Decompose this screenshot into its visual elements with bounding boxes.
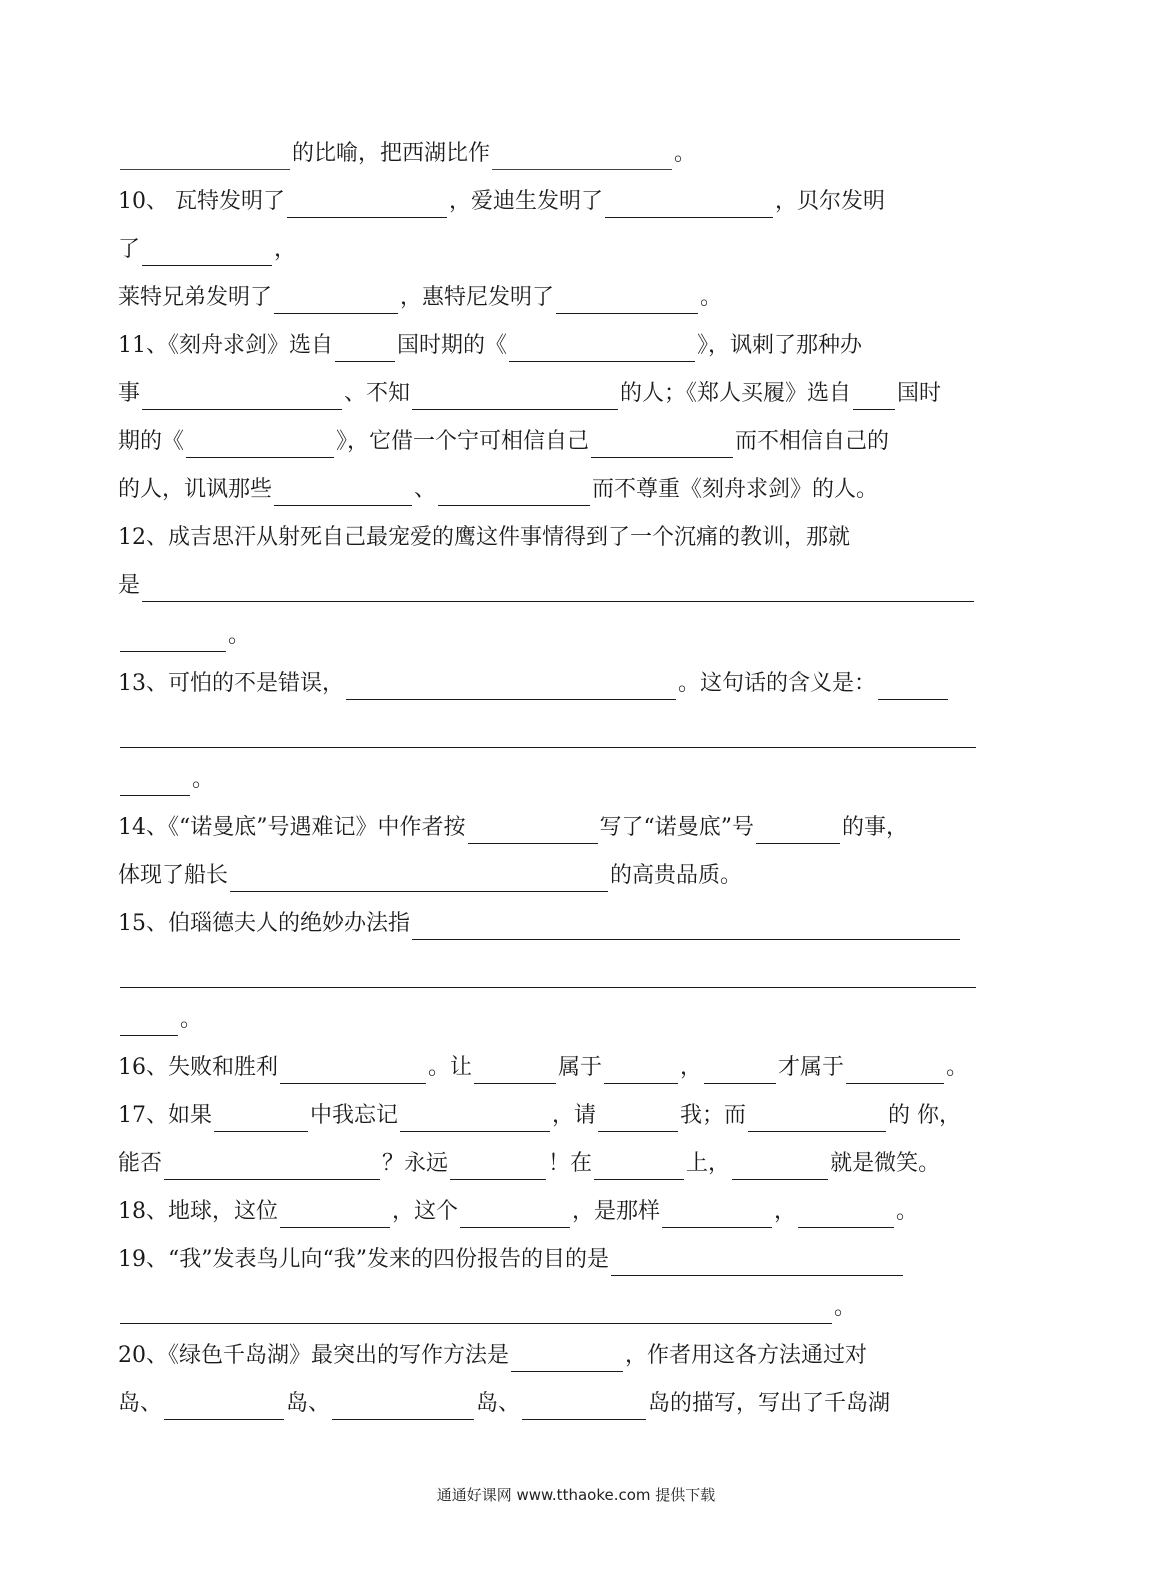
- fill-in-blank: [186, 433, 334, 458]
- fill-in-blank: [853, 385, 895, 410]
- fill-in-blank: [120, 771, 190, 796]
- line-text: 。: [228, 623, 251, 648]
- line-text: 岛、: [118, 1391, 163, 1416]
- line-text: 。: [834, 1295, 857, 1320]
- fill-in-blank: [164, 1395, 284, 1420]
- text-line: [118, 1340, 867, 1372]
- fill-in-blank: [274, 481, 412, 506]
- fill-in-blank: [522, 1395, 646, 1420]
- line-text: 而不相信自己的: [735, 429, 890, 454]
- line-text: 属于: [558, 1055, 603, 1080]
- fill-in-blank: [511, 1347, 623, 1372]
- line-text: 15、伯瑙德夫人的绝妙办法指: [118, 911, 410, 936]
- fill-in-blank: [460, 1203, 570, 1228]
- fill-in-blank: [120, 627, 226, 652]
- line-text: 岛的描写，写出了千岛湖: [648, 1391, 891, 1416]
- text-line: [118, 1388, 890, 1420]
- line-text: 体现了船长: [118, 863, 229, 888]
- line-text: ，: [774, 1199, 797, 1224]
- text-line: [118, 668, 950, 700]
- line-text: ，: [274, 237, 297, 262]
- fill-in-blank: [280, 1203, 390, 1228]
- text-line: [118, 908, 962, 940]
- line-text: ？永远: [382, 1151, 449, 1176]
- line-text: 。: [946, 1055, 969, 1080]
- line-text: ，惠特尼发明了: [400, 285, 555, 310]
- line-text: ，是那样: [572, 1199, 661, 1224]
- line-text: 岛、: [476, 1391, 521, 1416]
- line-text: ！在: [548, 1151, 593, 1176]
- fill-in-blank: [878, 675, 948, 700]
- fill-in-blank: [120, 1299, 832, 1324]
- fill-in-blank: [120, 723, 976, 748]
- fill-in-blank: [556, 289, 698, 314]
- fill-in-blank: [230, 867, 608, 892]
- line-text: 我；而: [680, 1103, 747, 1128]
- fill-in-blank: [400, 1107, 550, 1132]
- line-text: 18、地球，这位: [118, 1199, 278, 1224]
- line-text: 莱特兄弟发明了: [118, 285, 273, 310]
- text-line: [118, 764, 214, 796]
- line-text: 的人；《郑人买履》选自: [620, 381, 852, 406]
- line-text: ，作者用这各方法通过对: [625, 1343, 868, 1368]
- fill-in-blank: [605, 193, 773, 218]
- line-text: ，这个: [392, 1199, 459, 1224]
- line-text: 13、可怕的不是错误，: [118, 671, 344, 696]
- line-text: 19、“我”发表鸟儿向“我”发来的四份报告的目的是: [118, 1247, 609, 1272]
- line-text: 》，它借一个宁可相信自己: [336, 429, 590, 454]
- line-text: 的人，讥讽那些: [118, 477, 273, 502]
- line-text: 期的《: [118, 429, 185, 454]
- fill-in-blank: [474, 1059, 556, 1084]
- line-text: ，请: [552, 1103, 597, 1128]
- text-line: [118, 1004, 202, 1036]
- line-text: 的比喻，把西湖比作: [292, 141, 491, 166]
- fill-in-blank: [450, 1155, 546, 1180]
- fill-in-blank: [335, 337, 395, 362]
- fill-in-blank: [662, 1203, 772, 1228]
- fill-in-blank: [120, 963, 976, 988]
- fill-in-blank: [120, 145, 290, 170]
- line-text: 岛、: [286, 1391, 331, 1416]
- line-text: 11、《刻舟求剑》选自: [118, 333, 333, 358]
- text-line: [118, 716, 978, 748]
- line-text: 上，: [686, 1151, 731, 1176]
- line-text: 、: [414, 477, 437, 502]
- line-text: 17、如果: [118, 1103, 212, 1128]
- fill-in-blank: [287, 193, 447, 218]
- fill-in-blank: [732, 1155, 828, 1180]
- fill-in-blank: [594, 1155, 684, 1180]
- line-text: ，: [680, 1055, 703, 1080]
- line-text: 》，讽刺了那种办: [697, 333, 863, 358]
- line-text: 。: [700, 285, 723, 310]
- text-line: [118, 1196, 918, 1228]
- line-text: 事: [118, 381, 141, 406]
- fill-in-blank: [468, 819, 598, 844]
- line-text: ，爱迪生发明了: [449, 189, 604, 214]
- line-text: 。这句话的含义是：: [678, 671, 877, 696]
- text-line: [118, 522, 850, 554]
- text-line: [118, 282, 722, 314]
- fill-in-blank: [798, 1203, 894, 1228]
- fill-in-blank: [492, 145, 672, 170]
- line-text: 国时期的《: [397, 333, 508, 358]
- line-text: 的 你，: [888, 1103, 962, 1128]
- text-line: [118, 1148, 940, 1180]
- text-line: [118, 812, 908, 844]
- fill-in-blank: [346, 675, 676, 700]
- line-text: 的高贵品质。: [610, 863, 743, 888]
- line-text: 才属于: [778, 1055, 845, 1080]
- line-text: 而不尊重《刻舟求剑》的人。: [592, 477, 879, 502]
- fill-in-blank: [412, 915, 960, 940]
- line-text: 。让: [428, 1055, 473, 1080]
- fill-in-blank: [604, 1059, 678, 1084]
- text-line: [118, 620, 250, 652]
- text-line: [118, 138, 696, 170]
- fill-in-blank: [412, 385, 618, 410]
- fill-in-blank: [846, 1059, 944, 1084]
- fill-in-blank: [142, 577, 974, 602]
- text-line: [118, 1100, 961, 1132]
- line-text: 。: [896, 1199, 919, 1224]
- line-text: 16、失败和胜利: [118, 1055, 278, 1080]
- line-text: 。: [674, 141, 697, 166]
- line-text: 是: [118, 573, 141, 598]
- fill-in-blank: [704, 1059, 776, 1084]
- line-text: 了: [118, 237, 141, 262]
- fill-in-blank: [438, 481, 590, 506]
- fill-in-blank: [120, 1011, 178, 1036]
- line-text: 能否: [118, 1151, 163, 1176]
- text-line: [118, 474, 878, 506]
- fill-in-blank: [598, 1107, 678, 1132]
- line-text: 12、成吉思汗从射死自己最宠爱的鹰这件事情得到了一个沉痛的教训，那就: [118, 525, 850, 550]
- text-line: [118, 378, 941, 410]
- fill-in-blank: [332, 1395, 474, 1420]
- text-line: [118, 426, 889, 458]
- text-line: [118, 234, 296, 266]
- line-text: 、不知: [344, 381, 411, 406]
- text-line: [118, 570, 976, 602]
- text-line: [118, 1292, 856, 1324]
- line-text: 。: [180, 1007, 203, 1032]
- line-text: 20、《绿色千岛湖》最突出的写作方法是: [118, 1343, 509, 1368]
- fill-in-blank: [274, 289, 398, 314]
- fill-in-blank: [591, 433, 733, 458]
- line-text: 14、《“诺曼底”号遇难记》中作者按: [118, 815, 466, 840]
- fill-in-blank: [142, 241, 272, 266]
- fill-in-blank: [280, 1059, 426, 1084]
- line-text: 就是微笑。: [830, 1151, 941, 1176]
- text-line: [118, 956, 978, 988]
- fill-in-blank: [509, 337, 695, 362]
- fill-in-blank: [142, 385, 342, 410]
- fill-in-blank: [756, 819, 840, 844]
- line-text: 10、 瓦特发明了: [118, 189, 285, 214]
- fill-in-blank: [164, 1155, 380, 1180]
- line-text: 。: [192, 767, 215, 792]
- fill-in-blank: [214, 1107, 308, 1132]
- text-line: [118, 1244, 905, 1276]
- line-text: 国时: [897, 381, 942, 406]
- fill-in-blank: [748, 1107, 886, 1132]
- line-text: 写了“诺曼底”号: [599, 815, 754, 840]
- fill-in-blank: [611, 1251, 903, 1276]
- footer-note: 通通好课网 www.tthaoke.com 提供下载: [436, 1486, 716, 1504]
- line-text: ，贝尔发明: [775, 189, 886, 214]
- line-text: 的事，: [842, 815, 909, 840]
- text-line: [118, 186, 885, 218]
- text-line: [118, 1052, 968, 1084]
- text-line: [118, 860, 742, 892]
- text-line: [118, 330, 862, 362]
- line-text: 中我忘记: [310, 1103, 399, 1128]
